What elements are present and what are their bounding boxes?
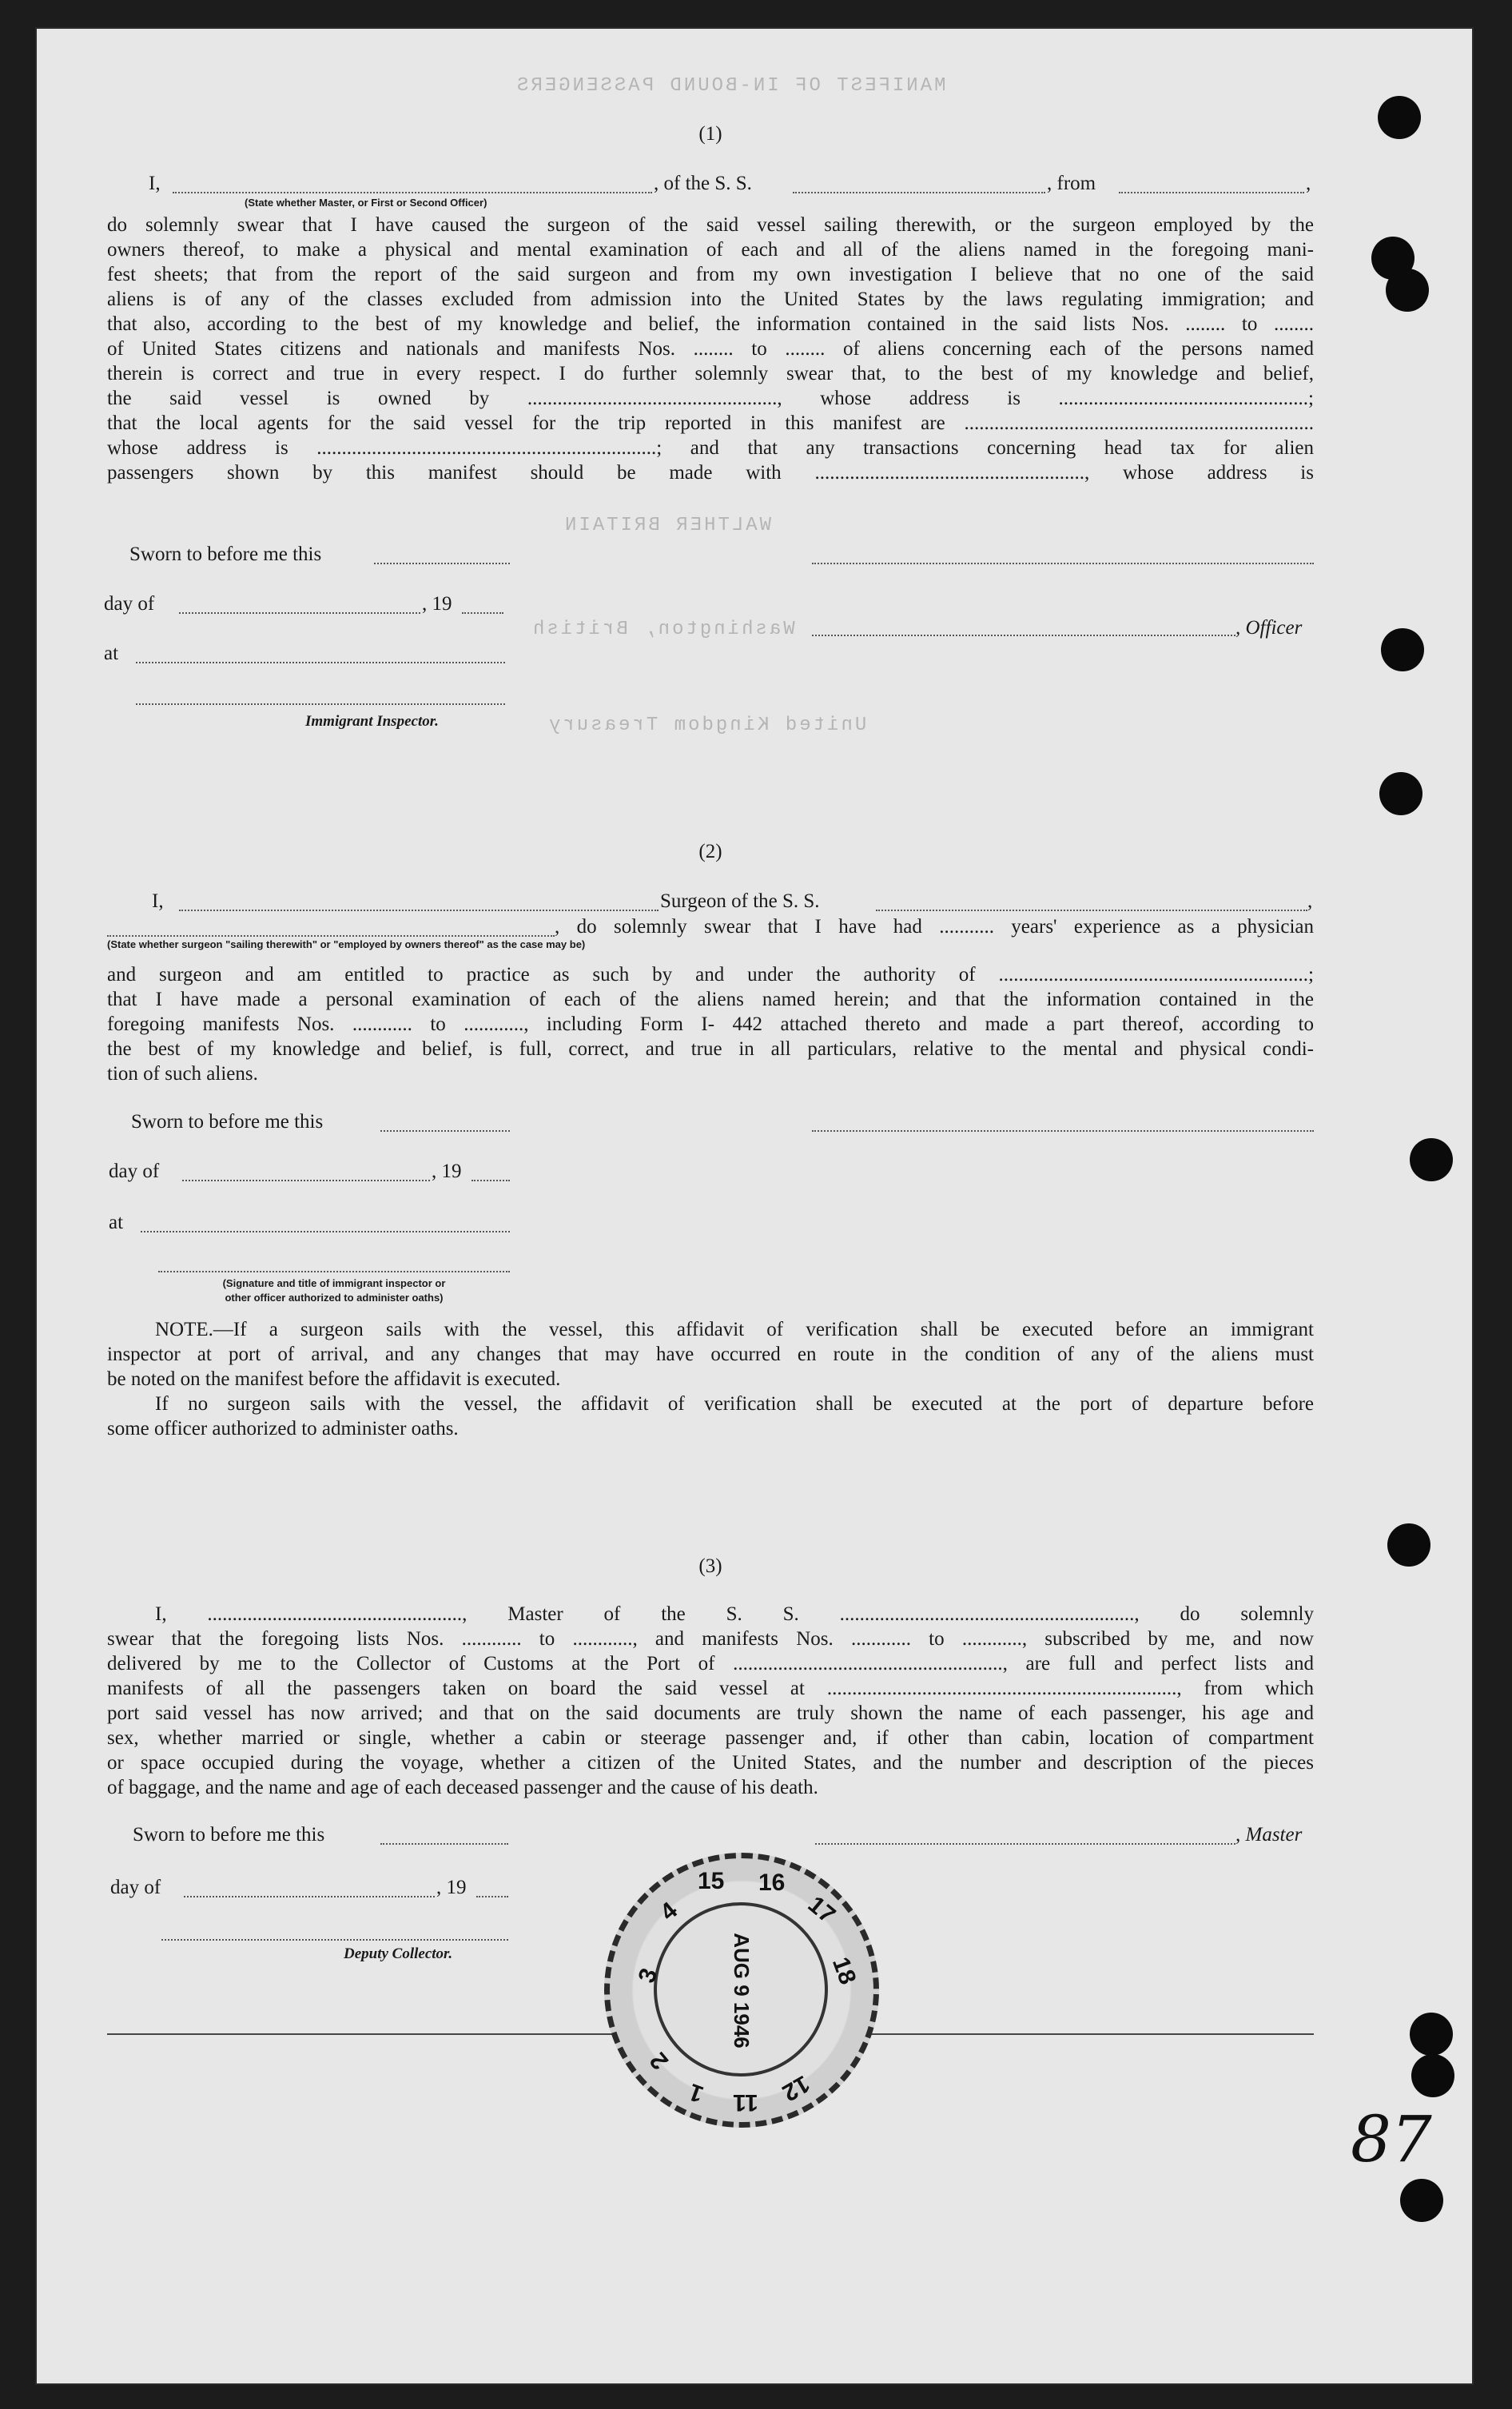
s2-note-line: NOTE.—If a surgeon sails with the vessel, this affidavit of verification shall be executed before an immigrant [155, 1319, 1314, 1340]
s2-day-label: day of [109, 1161, 160, 1182]
s1-line1-ss: , of the S. S. [654, 173, 752, 194]
stamp-number: 18 [826, 1953, 861, 1989]
s1-caption-officer: (State whether Master, or First or Second Officer) [245, 197, 487, 209]
s1-at-blank [136, 662, 505, 663]
s1-officer-line [812, 635, 1235, 636]
s2-sig-caption-2: other officer authorized to administer oaths) [225, 1292, 444, 1304]
bleed-through-text: MANIFEST OF IN-BOUND PASSENGERS [515, 75, 946, 97]
s3-sworn-blank [380, 1843, 508, 1845]
s1-oath-line: that also, according to the best of my knowledge and belief, the information contained in the said lists Nos. ........ to ........ [107, 313, 1314, 335]
stamp-number: 4 [655, 1897, 683, 1926]
s3-master-signature-line [815, 1843, 1235, 1845]
s1-oath-line: of United States citizens and nationals and manifests Nos. ........ to ........ of aliens concerning each of the persons named [107, 338, 1314, 360]
s2-sig-caption-1: (Signature and title of immigrant inspector or [222, 1277, 446, 1289]
binder-hole [1379, 772, 1422, 815]
s3-oath-line: I, ..................................................., Master of the S. S. ..........................................................., do solemnly [155, 1603, 1314, 1625]
s3-oath-line: port said vessel has now arrived; and that on the said documents are truly shown the name of each passenger, his age and [107, 1702, 1314, 1724]
s1-oath-line: passengers shown by this manifest should be made with ......................................................, whose address is [107, 462, 1314, 484]
s1-oath-line: whose address is ....................................................................; and that any transactions concerning head tax for alien [107, 437, 1314, 459]
s2-surgeon-signature-line [812, 1130, 1314, 1132]
s2-line1-i: I, [152, 890, 164, 912]
s3-oath-line: manifests of all the passengers taken on board the said vessel at ......................................................................, from which [107, 1678, 1314, 1699]
s1-day-blank [179, 612, 420, 614]
s1-line1-from: , from [1047, 173, 1096, 194]
s1-inspector-signature-line [136, 703, 505, 705]
section-1-number: (1) [698, 123, 722, 145]
date-stamp [604, 1853, 879, 2128]
s2-oath-line: that I have made a personal examination of each of the aliens named herein; and that the information contained in the [107, 989, 1314, 1010]
s3-oath-line: sex, whether married or single, whether a cabin or steerage passenger and, if other than cabin, location of compartment [107, 1727, 1314, 1749]
s3-oath-line: delivered by me to the Collector of Customs at the Port of ......................................................, are full and perfect lists and [107, 1653, 1314, 1674]
s1-oath-line: therein is correct and true in every respect. I do further solemnly swear that, to the best of my knowledge and belief, [107, 363, 1314, 384]
binder-hole [1386, 269, 1429, 312]
s3-master-label: , Master [1235, 1824, 1303, 1846]
s3-year-blank [476, 1896, 508, 1897]
s2-oath-line: the best of my knowledge and belief, is full, correct, and true in all particulars, relative to the mental and physical condi- [107, 1038, 1314, 1060]
stamp-date: AUG 9 1946 [729, 1933, 754, 2049]
bleed-through-text: United Kingdom Treasury [547, 715, 867, 736]
s1-oath-paragraph [107, 213, 1314, 485]
binder-hole [1410, 2013, 1453, 2056]
s1-blank-vessel [793, 192, 1045, 193]
s1-oath-line: owners thereof, to make a physical and mental examination of each and all of the aliens named in the foregoing mani- [107, 239, 1314, 261]
s2-at-label: at [109, 1212, 124, 1233]
stamp-number: 17 [802, 1891, 841, 1929]
s3-collector-signature-line [161, 1939, 508, 1941]
s2-note-line: If no surgeon sails with the vessel, the affidavit of verification shall be executed at the port of departure before [155, 1393, 1314, 1415]
stamp-number: 2 [644, 2047, 674, 2075]
s1-at-label: at [104, 643, 119, 664]
s1-line1-end: , [1306, 173, 1311, 194]
stamp-number: 11 [733, 2089, 758, 2116]
s2-officer-signature-line [158, 1271, 510, 1272]
s1-line1-i: I, [149, 173, 161, 194]
s1-oath-line: the said vessel is owned by .................................................., whose address is ..................................................; [107, 388, 1314, 409]
s1-inspector-label: Immigrant Inspector. [305, 713, 439, 730]
s1-oath-line: aliens is of any of the classes excluded from admission into the United States by the laws regulating immigration; and [107, 289, 1314, 310]
s1-officer-label: , Officer [1235, 617, 1303, 639]
s1-blank-officer [173, 192, 652, 193]
bleed-through-text: WALTHER BRITAIN [563, 515, 772, 536]
section-3-number: (3) [698, 1555, 722, 1577]
s1-day-label: day of [104, 593, 155, 615]
s3-day-label: day of [110, 1877, 161, 1898]
s2-note-line: be noted on the manifest before the affidavit is executed. [107, 1368, 561, 1390]
s1-year-label: , 19 [422, 593, 452, 615]
s3-oath-line: swear that the foregoing lists Nos. ............ to ............, and manifests Nos. ............ to ............, subscribed by me, and now [107, 1628, 1314, 1650]
s1-blank-from [1119, 192, 1304, 193]
s1-oath-line: do solemnly swear that I have caused the surgeon of the said vessel sailing therewith, or the surgeon employed by the [107, 214, 1314, 236]
binder-hole [1381, 628, 1424, 671]
s1-sworn-label: Sworn to before me this [129, 544, 322, 565]
s3-collector-label: Deputy Collector. [344, 1945, 453, 1962]
s3-oath-paragraph [107, 1602, 1314, 1800]
s2-blank-name [179, 910, 659, 911]
handwritten-number: 87 [1351, 2102, 1432, 2176]
stamp-number: 12 [778, 2069, 814, 2107]
s1-officer-signature-line [812, 563, 1314, 564]
s2-sworn-label: Sworn to before me this [131, 1111, 324, 1133]
s2-caption-status: (State whether surgeon "sailing therewith" or "employed by owners thereof" as the case may be) [107, 938, 586, 950]
s2-note-paragraph [107, 1317, 1314, 1441]
s2-oath-line: foregoing manifests Nos. ............ to ............, including Form I- 442 attached thereto and made a part thereof, according to [107, 1013, 1314, 1035]
s2-blank-vessel [876, 910, 1307, 911]
s3-oath-line: or space occupied during the voyage, whether a citizen of the United States, and the number and description of the pieces [107, 1752, 1314, 1774]
binder-hole [1378, 96, 1421, 139]
s2-blank-status [107, 935, 555, 937]
s2-day-blank [182, 1180, 430, 1181]
binder-hole [1387, 1523, 1430, 1567]
s1-sworn-blank [374, 563, 510, 564]
s2-line1-surgeon: Surgeon of the S. S. [660, 890, 820, 912]
s3-day-blank [184, 1896, 435, 1897]
s2-line1-end: , [1307, 890, 1313, 912]
bleed-through-text: Washington, British [531, 619, 795, 640]
s3-oath-line: of baggage, and the name and age of each deceased passenger and the cause of his death. [107, 1777, 818, 1798]
stamp-number: 16 [758, 1869, 786, 1896]
s2-sworn-blank [380, 1130, 510, 1132]
s3-year-label: , 19 [436, 1877, 467, 1898]
stamp-number: 15 [698, 1868, 725, 1894]
stamp-number: 1 [685, 2078, 707, 2108]
stamp-number: 3 [633, 1965, 663, 1987]
s2-line2: , do solemnly swear that I have had ........... years' experience as a physician [555, 916, 1314, 938]
s2-year-blank [472, 1180, 510, 1181]
binder-hole [1410, 1138, 1453, 1181]
s2-note-line: inspector at port of arrival, and any changes that may have occurred en route in the condition of any of the aliens must [107, 1344, 1314, 1365]
s1-oath-line: that the local agents for the said vessel for the trip reported in this manifest are ...................................................................... [107, 412, 1314, 434]
section-2-number: (2) [698, 841, 722, 862]
s2-oath-line: tion of such aliens. [107, 1063, 258, 1085]
binder-hole [1400, 2179, 1443, 2222]
s2-oath-line: and surgeon and am entitled to practice as such by and under the authority of ..............................................................; [107, 964, 1314, 986]
s3-sworn-label: Sworn to before me this [133, 1824, 325, 1846]
s2-note-line: some officer authorized to administer oaths. [107, 1418, 459, 1439]
s2-oath-paragraph [107, 962, 1314, 1086]
s2-year-label: , 19 [432, 1161, 462, 1182]
s1-oath-line: fest sheets; that from the report of the said surgeon and from my own investigation I believe that no one of the said [107, 264, 1314, 285]
s2-at-blank [141, 1231, 510, 1232]
s1-year-blank [462, 612, 503, 614]
binder-hole [1411, 2054, 1454, 2097]
